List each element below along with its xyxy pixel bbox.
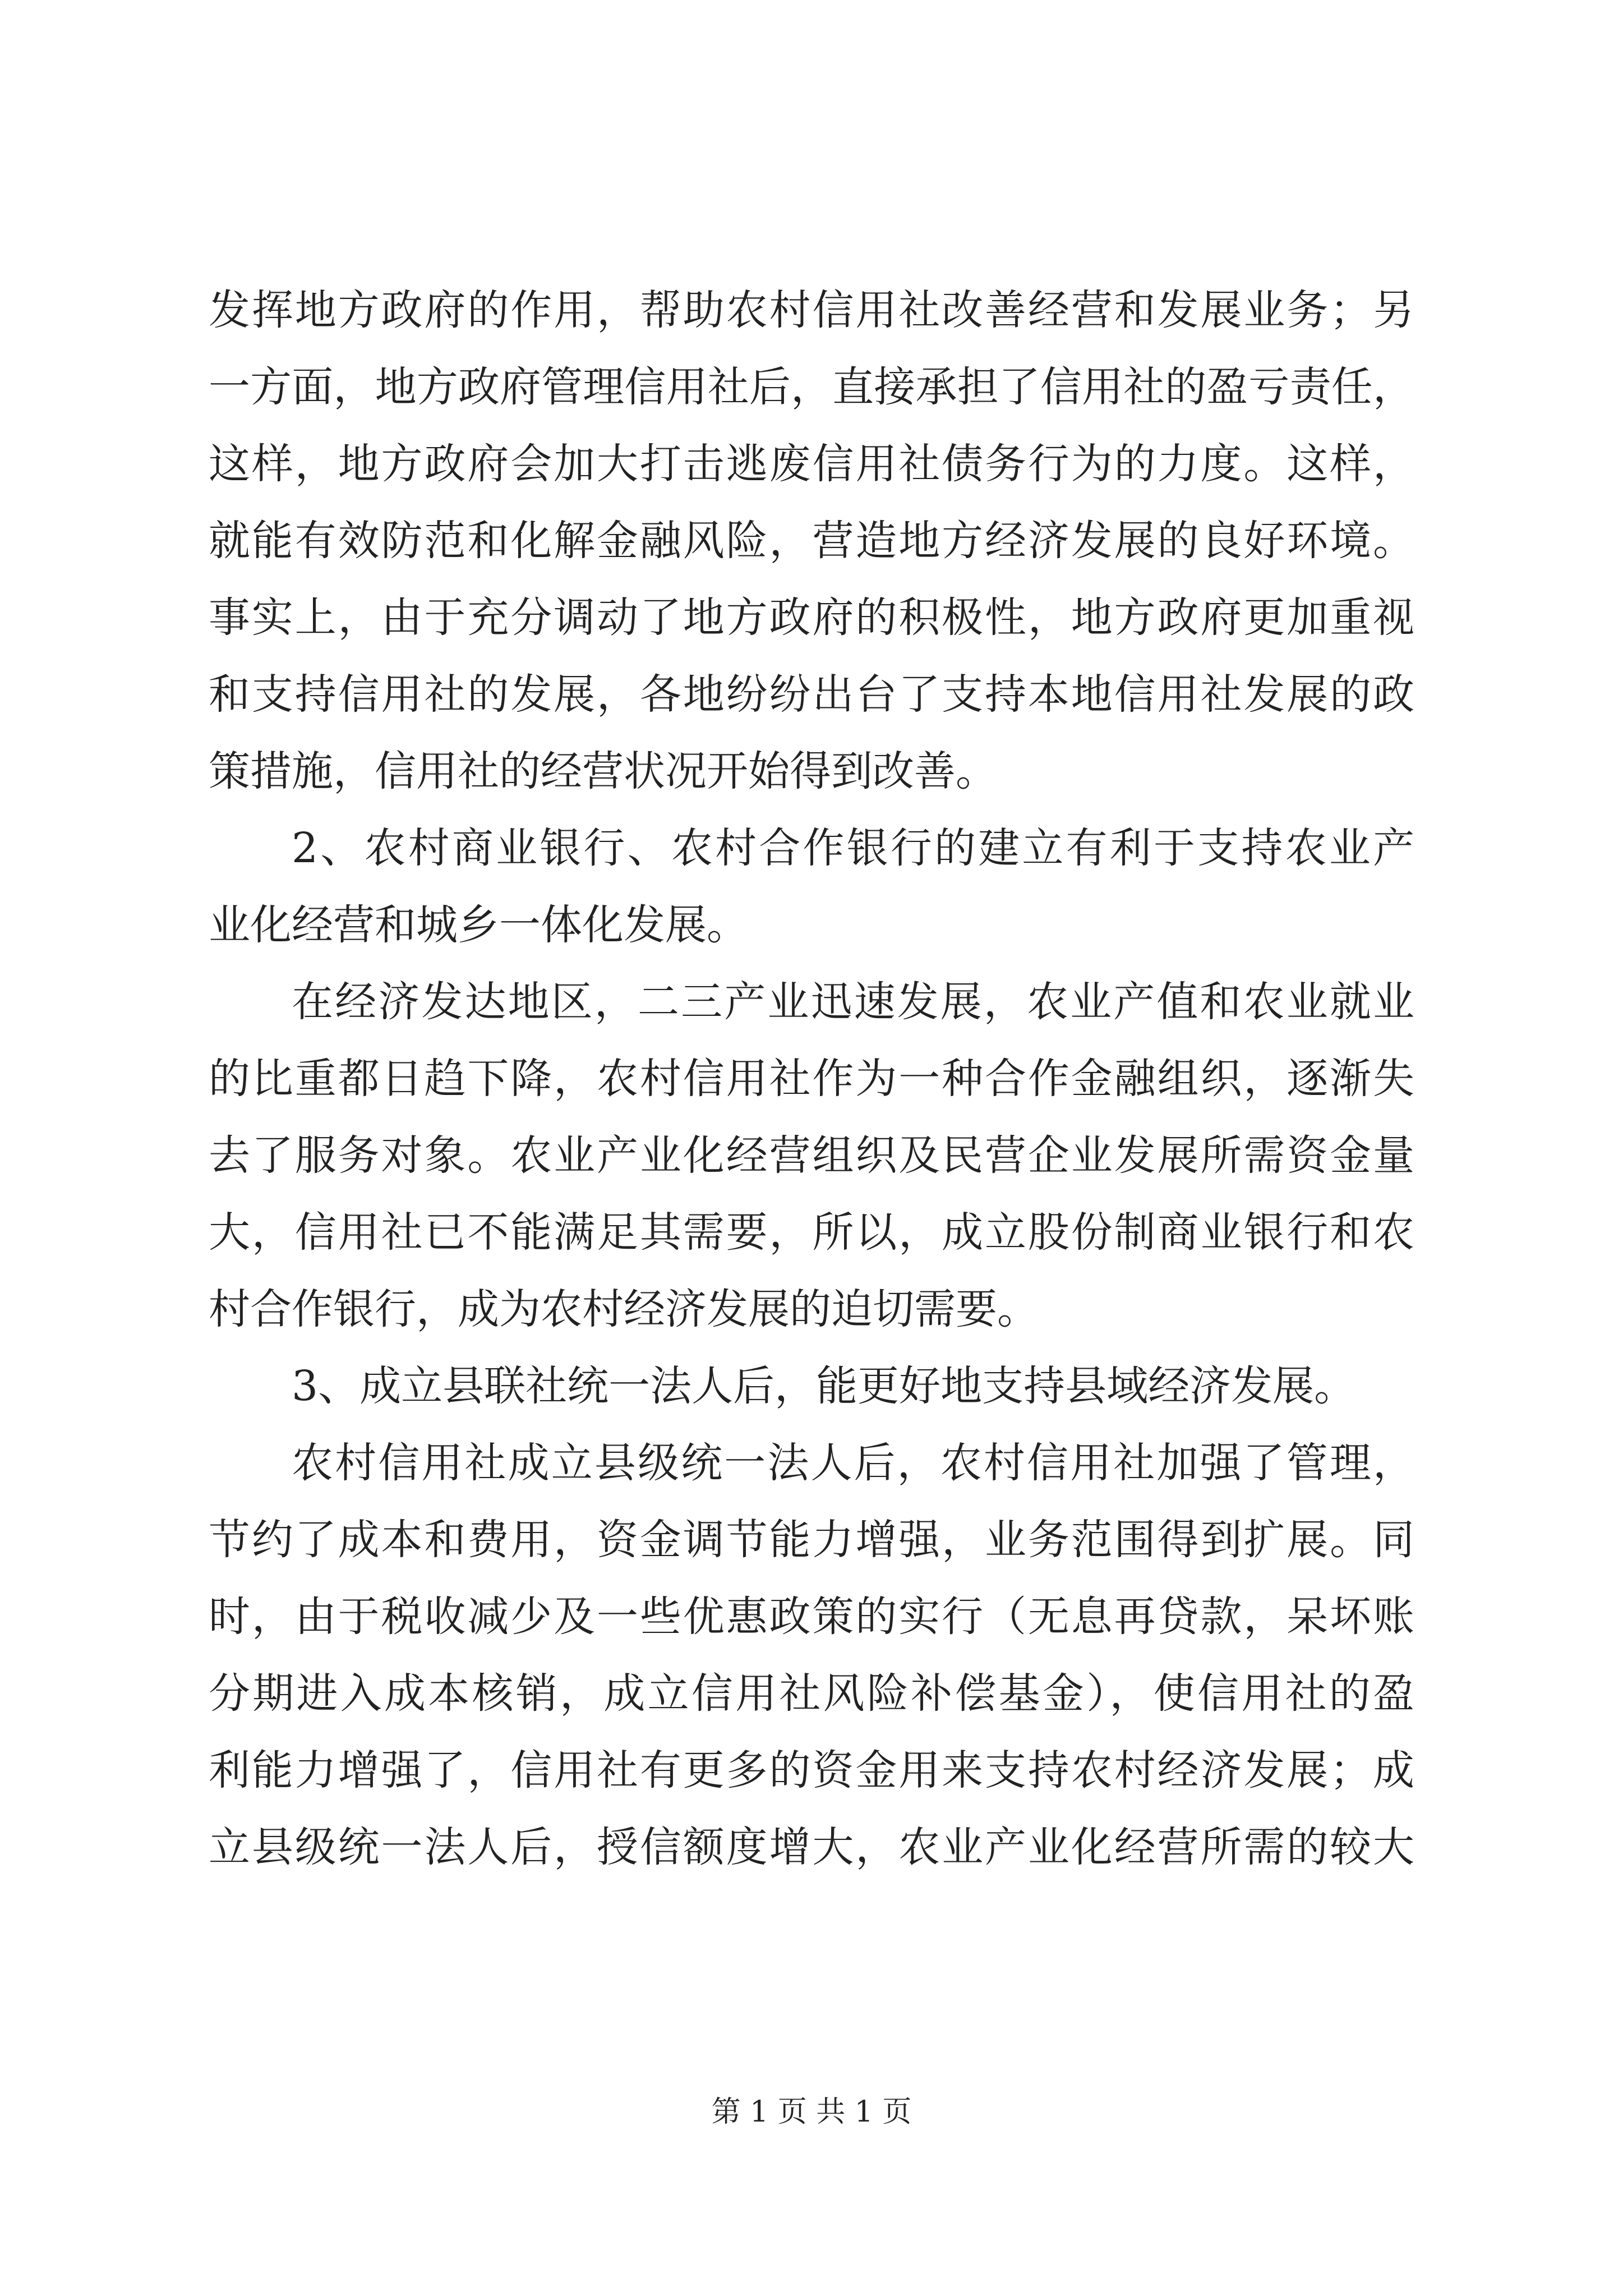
text-line: 事实上，由于充分调动了地方政府的积极性，地方政府更加重视: [209, 593, 1414, 642]
text-line: 就能有效防范和化解金融风险，营造地方经济发展的良好环境。: [209, 517, 1414, 565]
section-heading-3: 3、成立县联社统一法人后，能更好地支持县域经济发展。: [292, 1362, 1356, 1410]
section-heading-2: 2、农村商业银行、农村合作银行的建立有利于支持农业产: [292, 824, 1414, 872]
text-line: 这样，地方政府会加大打击逃废信用社债务行为的力度。这样，: [209, 440, 1414, 488]
text-line: 发挥地方政府的作用，帮助农村信用社改善经营和发展业务；另: [209, 286, 1414, 334]
text-line: 一方面，地方政府管理信用社后，直接承担了信用社的盈亏责任，: [209, 363, 1414, 411]
text-line: 立县级统一法人后，授信额度增大，农业产业化经营所需的较大: [209, 1823, 1414, 1871]
paragraph-start: 农村信用社成立县级统一法人后，农村信用社加强了管理，: [292, 1439, 1414, 1487]
text-line: 大，信用社已不能满足其需要，所以，成立股份制商业银行和农: [209, 1208, 1414, 1257]
section-heading-2-cont: 业化经营和城乡一体化发展。: [209, 901, 748, 949]
text-line: 去了服务对象。农业产业化经营组织及民营企业发展所需资金量: [209, 1131, 1414, 1180]
page-footer: 第 1 页 共 1 页: [711, 2095, 912, 2129]
text-line: 和支持信用社的发展，各地纷纷出台了支持本地信用社发展的政: [209, 670, 1414, 719]
text-line: 村合作银行，成为农村经济发展的迫切需要。: [209, 1285, 1039, 1333]
document-body: [209, 272, 1414, 1886]
text-line: 时，由于税收减少及一些优惠政策的实行（无息再贷款，呆坏账: [209, 1593, 1414, 1641]
text-line: 分期进入成本核销，成立信用社风险补偿基金），使信用社的盈: [209, 1669, 1414, 1718]
paragraph-start: 在经济发达地区，二三产业迅速发展，农业产值和农业就业: [292, 978, 1414, 1026]
text-line: 的比重都日趋下降，农村信用社作为一种合作金融组织，逐渐失: [209, 1055, 1414, 1103]
text-line: 策措施，信用社的经营状况开始得到改善。: [209, 747, 997, 795]
text-line: 利能力增强了，信用社有更多的资金用来支持农村经济发展；成: [209, 1746, 1414, 1795]
text-line: 节约了成本和费用，资金调节能力增强，业务范围得到扩展。同: [209, 1516, 1414, 1564]
